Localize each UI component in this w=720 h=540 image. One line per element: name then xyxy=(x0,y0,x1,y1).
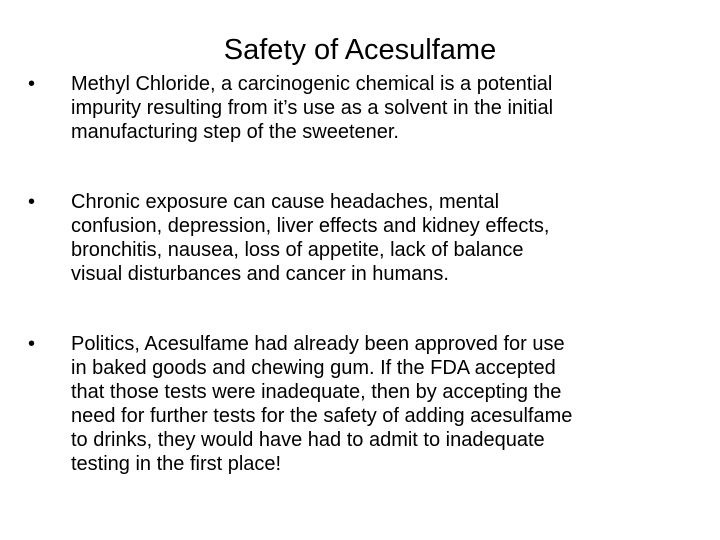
bullet-line: need for further tests for the safety of adding acesulfame xyxy=(71,405,573,427)
bullet-list xyxy=(28,72,698,522)
bullet-marker: • xyxy=(28,191,36,213)
bullet-line: bronchitis, nausea, loss of appetite, lack of balance xyxy=(71,239,524,261)
bullet-line: in baked goods and chewing gum. If the FDA accepted xyxy=(71,357,556,379)
bullet-item-2 xyxy=(28,190,698,286)
bullet-item-3 xyxy=(28,332,698,476)
bullet-line: Methyl Chloride, a carcinogenic chemical is a potential xyxy=(71,73,553,95)
bullet-line: impurity resulting from it’s use as a solvent in the initial xyxy=(71,97,554,119)
bullet-line: to drinks, they would have had to admit to inadequate xyxy=(71,429,545,451)
bullet-marker: • xyxy=(28,333,36,355)
bullet-line: confusion, depression, liver effects and kidney effects, xyxy=(71,215,550,237)
bullet-line: Politics, Acesulfame had already been approved for use xyxy=(71,333,565,355)
bullet-line: Chronic exposure can cause headaches, mental xyxy=(71,191,500,213)
bullet-line: visual disturbances and cancer in humans. xyxy=(71,263,449,285)
bullet-item-1 xyxy=(28,72,698,144)
bullet-line: that those tests were inadequate, then by accepting the xyxy=(71,381,562,403)
bullet-line: manufacturing step of the sweetener. xyxy=(71,121,399,143)
bullet-marker: • xyxy=(28,73,36,95)
bullet-line: testing in the first place! xyxy=(71,453,282,475)
slide-title: Safety of Acesulfame xyxy=(223,34,497,66)
